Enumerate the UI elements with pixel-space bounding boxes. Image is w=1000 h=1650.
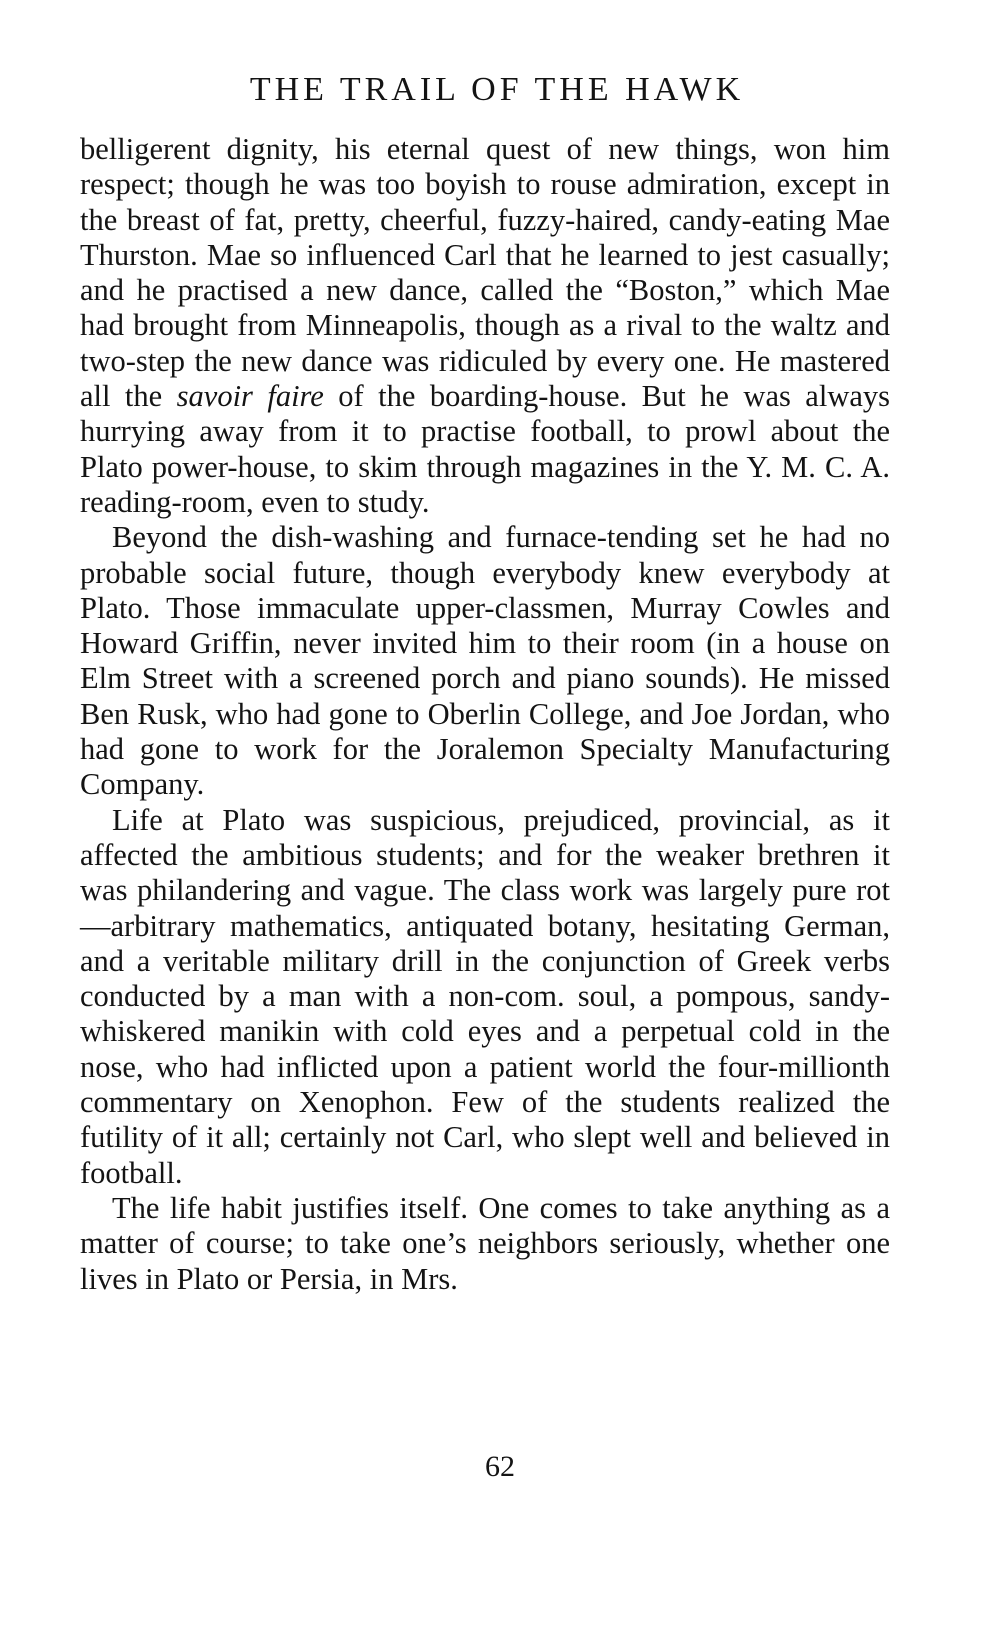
italic-phrase: savoir faire (176, 379, 324, 414)
body-text (80, 132, 890, 1297)
paragraph-1-text-a: belligerent dignity, his eternal quest of new things, won him respect; though he was too boyish to rouse admiration, except in the breast of fat, pretty, cheerful, fuzzy-haired, candy-eating Mae Thurston. Mae so influenced Carl that he learned to jest casually; and he practised a new dance, called the “Boston,” which Mae had brought from Minneapolis, though as a rival to the waltz and two-step the new dance was ridiculed by every one. He mastered all the (80, 132, 890, 414)
paragraph-3: Life at Plato was suspicious, prejudiced, provincial, as it affected the ambitious students; and for the weaker brethren it was philandering and vague. The class work was largely pure rot—arbitrary mathematics, antiquated botany, hesitating German, and a veritable military drill in the conjunction of Greek verbs conducted by a man with a non-com. soul, a pompous, sandy-whiskered manikin with cold eyes and a perpetual cold in the nose, who had inflicted upon a patient world the four-millionth commentary on Xenophon. Few of the students realized the futility of it all; certainly not Carl, who slept well and believed in football. (80, 802, 890, 1190)
page-number: 62 (485, 1450, 515, 1483)
paragraph-4: The life habit justifies itself. One comes to take anything as a matter of course; to take one’s neighbors seriously, whether one lives in Plato or Persia, in Mrs. (80, 1190, 890, 1296)
paragraph-1 (80, 132, 890, 520)
book-page (80, 68, 890, 1297)
paragraph-2: Beyond the dish-washing and furnace-tending set he had no probable social future, though everybody knew everybody at Plato. Those immaculate upper-classmen, Murray Cowles and Howard Griffin, never invited him to their room (in a house on Elm Street with a screened porch and piano sounds). He missed Ben Rusk, who had gone to Oberlin College, and Joe Jordan, who had gone to work for the Joralemon Specialty Manufacturing Company. (80, 520, 890, 802)
running-head-title: THE TRAIL OF THE HAWK (249, 71, 745, 108)
paragraph-1-text-b: of the boarding-house. But he was always hurrying away from it to practise football, to prowl about the Plato power-house, to skim through magazines in the Y. M. C. A. reading-room, even to study. (80, 379, 890, 519)
